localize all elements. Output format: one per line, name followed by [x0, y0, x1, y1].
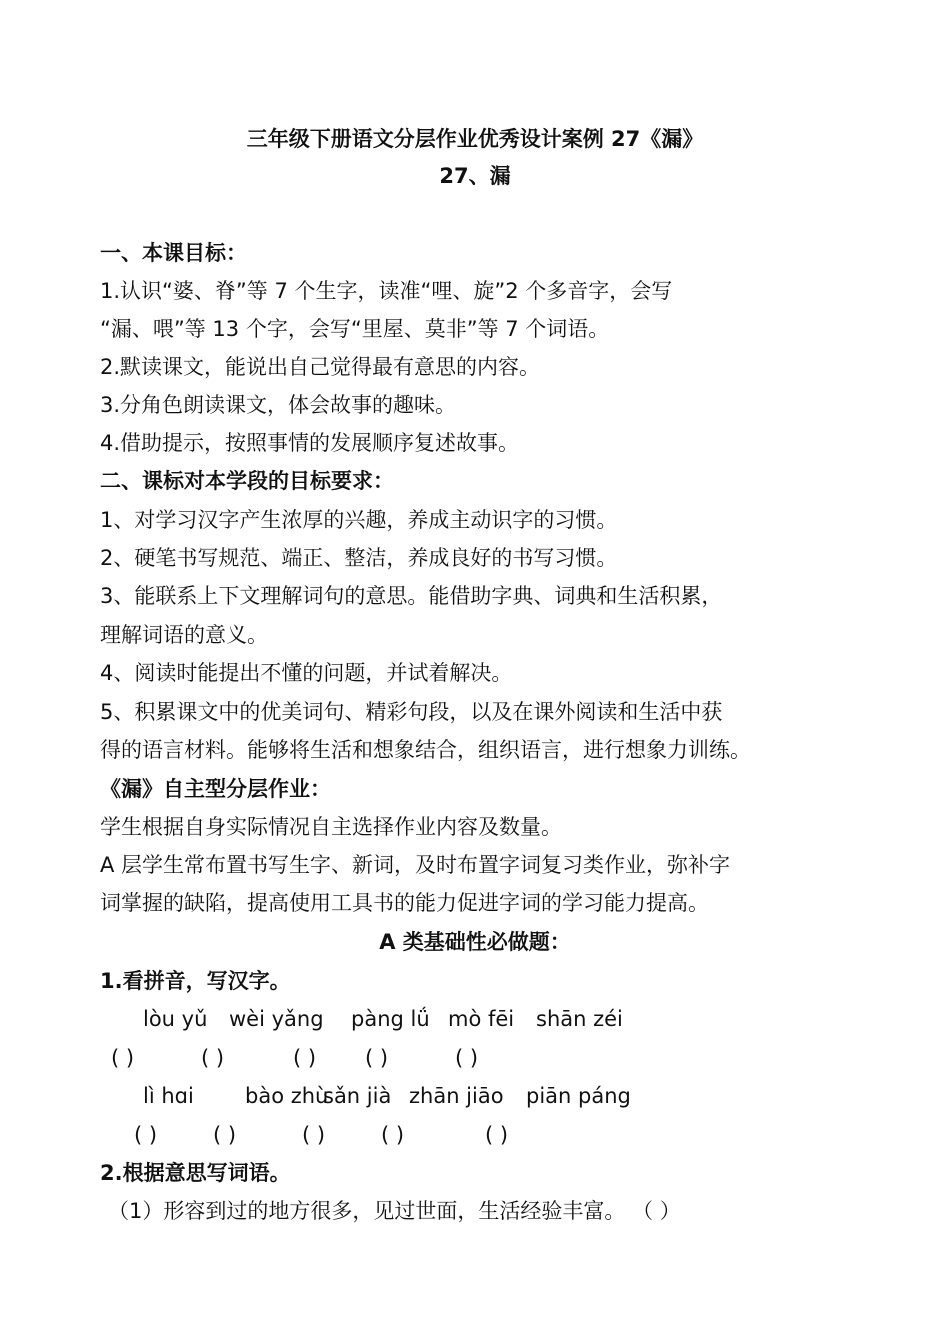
homework-line: 学生根据自身实际情况自主选择作业内容及数量。 — [100, 815, 562, 839]
answer-blank[interactable]: ( ) — [302, 1123, 326, 1147]
standard-line: 1、对学习汉字产生浓厚的兴趣，养成主动识字的习惯。 — [100, 508, 618, 532]
answer-blank[interactable]: ( ) — [293, 1046, 317, 1070]
section-heading-standards: 二、课标对本学段的目标要求： — [100, 469, 394, 493]
document-main-title: 三年级下册语文分层作业优秀设计案例 27《漏》 — [246, 127, 704, 151]
homework-line: A 层学生常布置书写生字、新词，及时布置字词复习类作业，弥补字 — [100, 853, 731, 877]
pinyin-item: shān zéi — [536, 1007, 623, 1031]
standard-line: 5、积累课文中的优美词句、精彩句段，以及在课外阅读和生活中获 — [100, 700, 723, 724]
section-heading-homework: 《漏》自主型分层作业： — [100, 777, 331, 801]
standard-line: 2、硬笔书写规范、端正、整洁，养成良好的书写习惯。 — [100, 546, 618, 570]
pinyin-item: piān páng — [526, 1084, 631, 1108]
standard-line: 4、阅读时能提出不懂的问题，并试着解决。 — [100, 661, 513, 685]
answer-blank[interactable]: ( ) — [365, 1046, 389, 1070]
answer-blank[interactable]: ( ) — [213, 1123, 237, 1147]
pinyin-item: sǎn jià — [323, 1084, 392, 1108]
question-2-item: （1）形容到过的地方很多，见过世面，生活经验丰富。 （ ） — [108, 1199, 681, 1223]
question-2-title: 2.根据意思写词语。 — [100, 1161, 291, 1185]
answer-blank[interactable]: ( ) — [455, 1046, 479, 1070]
lesson-title: 27、漏 — [439, 164, 511, 188]
standard-line: 3、能联系上下文理解词句的意思。能借助字典、词典和生活积累， — [100, 584, 723, 608]
pinyin-item: wèi yǎng — [229, 1007, 324, 1031]
pinyin-item: lòu yǔ — [143, 1007, 208, 1031]
section-heading-a-basic: A 类基础性必做题： — [379, 930, 571, 954]
answer-blank[interactable]: ( ) — [134, 1123, 158, 1147]
goal-line: 1.认识“婆、脊”等 7 个生字，读准“哩、旋”2 个多音字，会写 — [100, 279, 673, 303]
goal-line: “漏、喂”等 13 个字，会写“里屋、莫非”等 7 个词语。 — [100, 317, 610, 341]
pinyin-item: zhān jiāo — [409, 1084, 504, 1108]
answer-blank[interactable]: ( ) — [111, 1046, 135, 1070]
section-heading-goals: 一、本课目标： — [100, 241, 247, 265]
goal-line: 3.分角色朗读课文，体会故事的趣味。 — [100, 393, 457, 417]
pinyin-item: bào zhù — [245, 1084, 329, 1108]
pinyin-item: lì hɑi — [143, 1084, 194, 1108]
homework-line: 词掌握的缺陷，提高使用工具书的能力促进字词的学习能力提高。 — [100, 891, 709, 915]
standard-line: 理解词语的意义。 — [100, 623, 268, 647]
standard-line: 得的语言材料。能够将生活和想象结合，组织语言，进行想象力训练。 — [100, 738, 751, 762]
answer-blank[interactable]: ( ) — [485, 1123, 509, 1147]
pinyin-item: mò fēi — [448, 1007, 515, 1031]
question-1-title: 1.看拼音，写汉字。 — [100, 969, 291, 993]
goal-line: 2.默读课文，能说出自己觉得最有意思的内容。 — [100, 355, 541, 379]
answer-blank[interactable]: ( ) — [201, 1046, 225, 1070]
answer-blank[interactable]: ( ) — [381, 1123, 405, 1147]
pinyin-item: pàng lǘ — [351, 1007, 430, 1031]
goal-line: 4.借助提示，按照事情的发展顺序复述故事。 — [100, 431, 520, 455]
